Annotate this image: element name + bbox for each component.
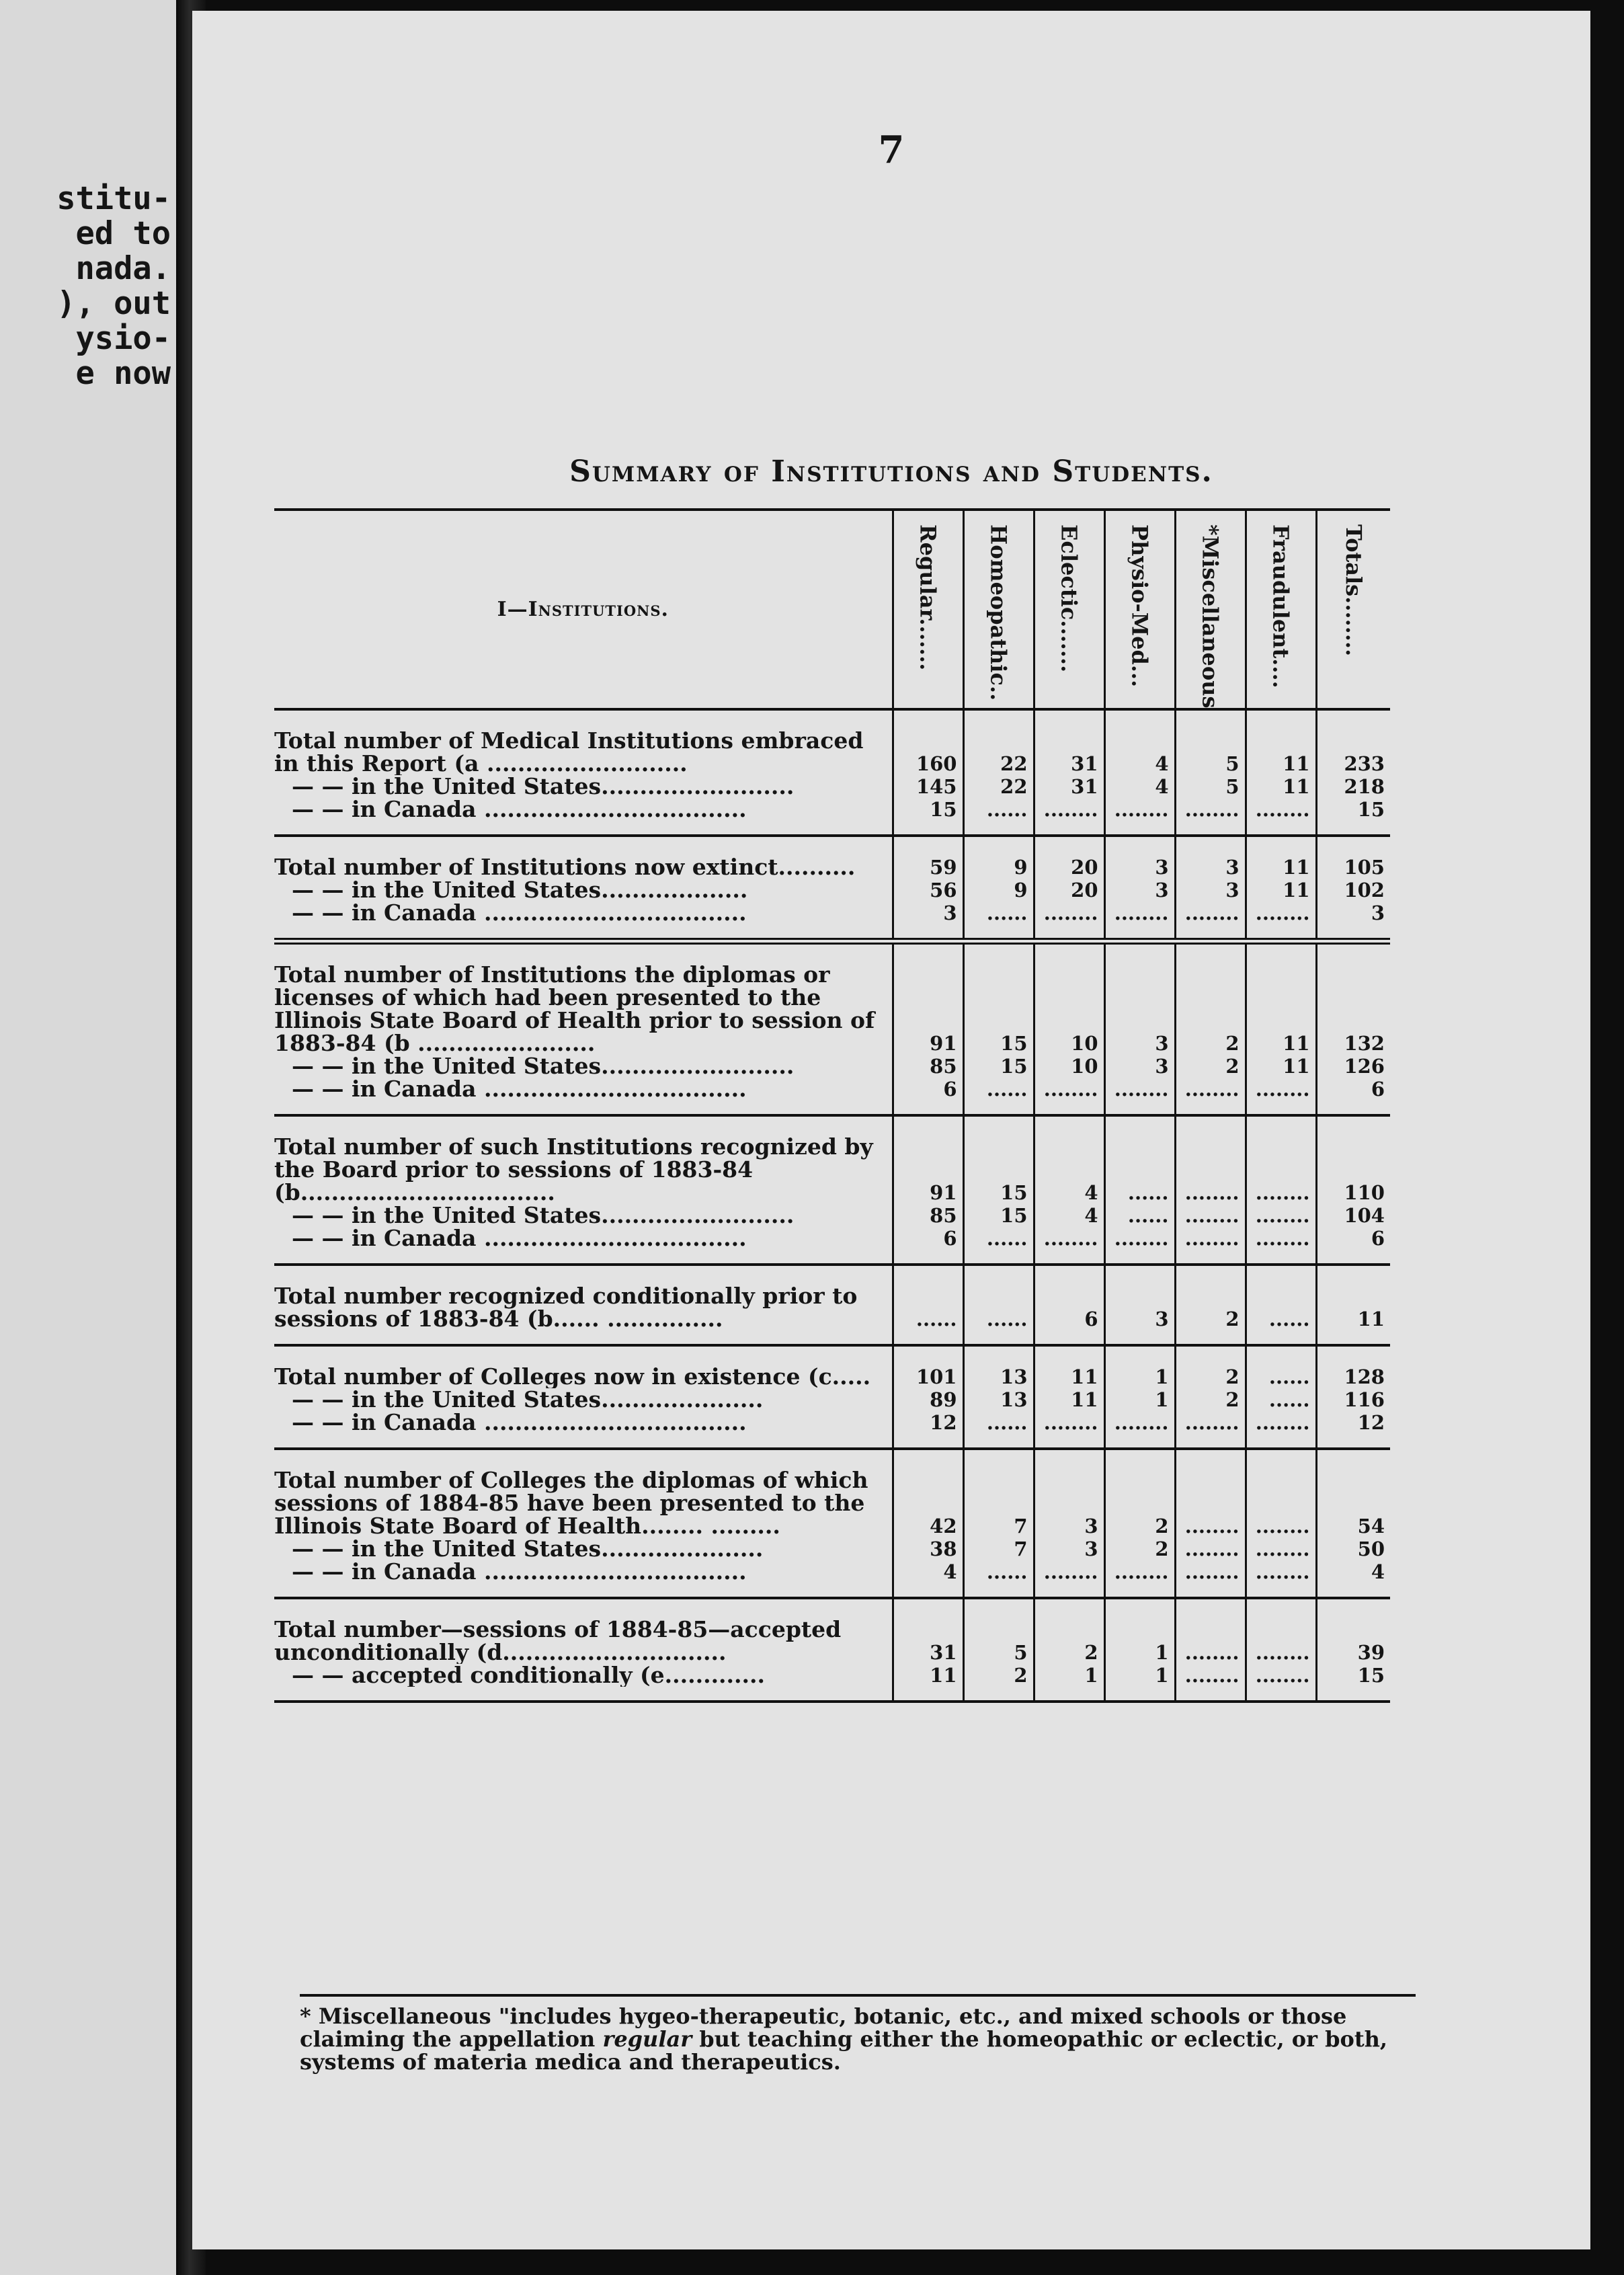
cell-miscellaneous: 5 bbox=[1175, 775, 1246, 798]
row-label: Total number of Medical Institutions embraced in this Report (a .......................... bbox=[274, 727, 864, 776]
row-sublabel: — — in Canada .................................. bbox=[292, 798, 747, 822]
cell-miscellaneous: 2 bbox=[1175, 1388, 1246, 1411]
table-row bbox=[274, 1055, 1390, 1078]
cell-fraudulent: ...... bbox=[1246, 1345, 1316, 1388]
row-label: Total number of Colleges the diplomas of which sessions of 1884-85 have been presented to the Illinois State Board of Health........ ......... bbox=[274, 1467, 868, 1538]
cell-totals: 126 bbox=[1316, 1055, 1390, 1078]
cell-eclectic: 20 bbox=[1034, 879, 1104, 902]
cell-eclectic: 6 bbox=[1034, 1265, 1104, 1330]
section-rule bbox=[274, 1330, 1390, 1345]
cell-homeopathic: 15 bbox=[963, 1055, 1034, 1078]
cell-regular: 15 bbox=[893, 798, 963, 821]
cell-physio-med: ........ bbox=[1104, 1560, 1175, 1583]
cell-homeopathic: 15 bbox=[963, 941, 1034, 1055]
footnote-emphasis: regular bbox=[602, 2026, 692, 2052]
cell-physio-med: 1 bbox=[1104, 1598, 1175, 1664]
summary-table bbox=[274, 508, 1390, 1703]
cell-miscellaneous: 2 bbox=[1175, 941, 1246, 1055]
table-row bbox=[274, 941, 1390, 1055]
facing-page-fragment bbox=[0, 0, 176, 2275]
cell-fraudulent: ........ bbox=[1246, 1227, 1316, 1250]
document-page bbox=[192, 11, 1590, 2249]
cell-miscellaneous: 3 bbox=[1175, 836, 1246, 879]
cell-physio-med: 4 bbox=[1104, 709, 1175, 775]
cell-regular: 56 bbox=[893, 879, 963, 902]
cell-totals: 6 bbox=[1316, 1078, 1390, 1101]
cell-eclectic: ........ bbox=[1034, 798, 1104, 821]
section-rule bbox=[274, 821, 1390, 836]
cell-eclectic: 11 bbox=[1034, 1345, 1104, 1388]
cell-totals: 104 bbox=[1316, 1204, 1390, 1227]
cell-regular: 145 bbox=[893, 775, 963, 798]
cell-homeopathic: ...... bbox=[963, 1265, 1034, 1330]
cell-totals: 102 bbox=[1316, 879, 1390, 902]
section-rule bbox=[274, 1583, 1390, 1598]
cell-homeopathic: 2 bbox=[963, 1664, 1034, 1687]
column-header-homeopathic: Homeopathic.. bbox=[963, 510, 1034, 709]
table-row bbox=[274, 1411, 1390, 1434]
cell-physio-med: 3 bbox=[1104, 879, 1175, 902]
cell-regular: 3 bbox=[893, 902, 963, 924]
cell-fraudulent: ........ bbox=[1246, 1560, 1316, 1583]
cell-miscellaneous: 2 bbox=[1175, 1345, 1246, 1388]
cell-regular: ...... bbox=[893, 1265, 963, 1330]
cell-totals: 218 bbox=[1316, 775, 1390, 798]
cell-totals: 50 bbox=[1316, 1538, 1390, 1560]
cell-miscellaneous: ........ bbox=[1175, 1204, 1246, 1227]
cell-regular: 101 bbox=[893, 1345, 963, 1388]
cell-fraudulent: ........ bbox=[1246, 1664, 1316, 1687]
row-label: Total number of Institutions now extinct.......... bbox=[274, 854, 856, 879]
cell-fraudulent: ........ bbox=[1246, 1411, 1316, 1434]
cell-totals: 4 bbox=[1316, 1560, 1390, 1583]
row-sublabel: — — in Canada .................................. bbox=[292, 1560, 747, 1584]
cell-fraudulent: ........ bbox=[1246, 1078, 1316, 1101]
cell-eclectic: ........ bbox=[1034, 1411, 1104, 1434]
table-row bbox=[274, 1227, 1390, 1250]
section-rule bbox=[274, 1101, 1390, 1115]
cell-homeopathic: 5 bbox=[963, 1598, 1034, 1664]
cell-homeopathic: ...... bbox=[963, 902, 1034, 924]
cell-homeopathic: ...... bbox=[963, 1411, 1034, 1434]
cell-fraudulent: ........ bbox=[1246, 1204, 1316, 1227]
cell-miscellaneous: 5 bbox=[1175, 709, 1246, 775]
cell-homeopathic: 7 bbox=[963, 1538, 1034, 1560]
column-header-regular: Regular....... bbox=[893, 510, 963, 709]
cell-physio-med: 2 bbox=[1104, 1449, 1175, 1538]
cell-regular: 160 bbox=[893, 709, 963, 775]
cell-regular: 85 bbox=[893, 1055, 963, 1078]
cell-eclectic: ........ bbox=[1034, 1560, 1104, 1583]
table-row bbox=[274, 1204, 1390, 1227]
cell-physio-med: ........ bbox=[1104, 1411, 1175, 1434]
section-rule bbox=[274, 1434, 1390, 1449]
cell-miscellaneous: ........ bbox=[1175, 798, 1246, 821]
cell-miscellaneous: ........ bbox=[1175, 1115, 1246, 1204]
cell-physio-med: ...... bbox=[1104, 1204, 1175, 1227]
cell-regular: 59 bbox=[893, 836, 963, 879]
cell-physio-med: ........ bbox=[1104, 1078, 1175, 1101]
table-row bbox=[274, 1078, 1390, 1101]
footnote-text: * Miscellaneous "includes hygeo-therapeutic, botanic, etc., and mixed schools or those claiming the appellation bbox=[300, 2003, 1347, 2052]
cell-miscellaneous: 3 bbox=[1175, 879, 1246, 902]
cell-miscellaneous: ........ bbox=[1175, 1449, 1246, 1538]
column-header-fraudulent: Fraudulent.... bbox=[1246, 510, 1316, 709]
cell-homeopathic: 7 bbox=[963, 1449, 1034, 1538]
table-row bbox=[274, 1388, 1390, 1411]
cell-physio-med: ...... bbox=[1104, 1115, 1175, 1204]
table-row bbox=[274, 879, 1390, 902]
cell-fraudulent: 11 bbox=[1246, 1055, 1316, 1078]
cell-physio-med: ........ bbox=[1104, 798, 1175, 821]
cell-miscellaneous: ........ bbox=[1175, 1664, 1246, 1687]
footnote-text-end: but teaching either the homeopathic or eclectic, or both, systems of materia medica and therapeutics. bbox=[300, 2026, 1388, 2075]
cell-eclectic: 20 bbox=[1034, 836, 1104, 879]
table-row bbox=[274, 798, 1390, 821]
table-title: Summary of Institutions and Students. bbox=[569, 454, 1213, 489]
cell-totals: 39 bbox=[1316, 1598, 1390, 1664]
cell-fraudulent: ........ bbox=[1246, 1538, 1316, 1560]
cell-homeopathic: 9 bbox=[963, 879, 1034, 902]
cell-miscellaneous: ........ bbox=[1175, 1411, 1246, 1434]
cell-fraudulent: ........ bbox=[1246, 1115, 1316, 1204]
column-header-physio-med: Physio-Med... bbox=[1104, 510, 1175, 709]
cell-physio-med: ........ bbox=[1104, 1227, 1175, 1250]
cell-eclectic: 31 bbox=[1034, 709, 1104, 775]
cell-regular: 42 bbox=[893, 1449, 963, 1538]
cell-regular: 91 bbox=[893, 941, 963, 1055]
cell-regular: 31 bbox=[893, 1598, 963, 1664]
row-sublabel: — — in Canada .................................. bbox=[292, 1411, 747, 1435]
table-row bbox=[274, 1598, 1390, 1664]
row-sublabel: — — accepted conditionally (e............. bbox=[292, 1664, 765, 1687]
cell-regular: 11 bbox=[893, 1664, 963, 1687]
cell-eclectic: 3 bbox=[1034, 1538, 1104, 1560]
table-row bbox=[274, 709, 1390, 775]
cell-physio-med: 3 bbox=[1104, 1055, 1175, 1078]
cell-totals: 15 bbox=[1316, 1664, 1390, 1687]
cell-totals: 128 bbox=[1316, 1345, 1390, 1388]
table-row bbox=[274, 902, 1390, 924]
row-sublabel: — — in the United States..................... bbox=[292, 1538, 764, 1561]
cell-regular: 89 bbox=[893, 1388, 963, 1411]
row-sublabel: — — in the United States......................... bbox=[292, 1204, 795, 1228]
cell-totals: 132 bbox=[1316, 941, 1390, 1055]
cell-eclectic: 11 bbox=[1034, 1388, 1104, 1411]
cell-fraudulent: ........ bbox=[1246, 1598, 1316, 1664]
cell-eclectic: ........ bbox=[1034, 1078, 1104, 1101]
row-label: Total number of such Institutions recognized by the Board prior to sessions of 1883-84 (b................................. bbox=[274, 1133, 873, 1205]
table-row bbox=[274, 1345, 1390, 1388]
cell-homeopathic: 15 bbox=[963, 1204, 1034, 1227]
cell-regular: 91 bbox=[893, 1115, 963, 1204]
table-header-row bbox=[274, 510, 1390, 709]
table-row bbox=[274, 1265, 1390, 1330]
cell-eclectic: 2 bbox=[1034, 1598, 1104, 1664]
cell-homeopathic: 13 bbox=[963, 1345, 1034, 1388]
cell-miscellaneous: ........ bbox=[1175, 1598, 1246, 1664]
cell-homeopathic: ...... bbox=[963, 798, 1034, 821]
cell-miscellaneous: ........ bbox=[1175, 1227, 1246, 1250]
cell-homeopathic: ...... bbox=[963, 1227, 1034, 1250]
cell-eclectic: 4 bbox=[1034, 1115, 1104, 1204]
cell-homeopathic: ...... bbox=[963, 1078, 1034, 1101]
row-label: Total number of Institutions the diplomas or licenses of which had been presented to the Illinois State Board of Health prior to session of 1883-84 (b ....................... bbox=[274, 961, 875, 1055]
cell-physio-med: 4 bbox=[1104, 775, 1175, 798]
row-label: Total number—sessions of 1884-85—accepted unconditionally (d............................. bbox=[274, 1616, 842, 1665]
cell-totals: 233 bbox=[1316, 709, 1390, 775]
cell-physio-med: 3 bbox=[1104, 941, 1175, 1055]
cell-physio-med: 1 bbox=[1104, 1664, 1175, 1687]
cell-regular: 4 bbox=[893, 1560, 963, 1583]
facing-page-text: stitu- ed to nada. ), out ysio- e now bbox=[56, 180, 171, 392]
cell-miscellaneous: 2 bbox=[1175, 1055, 1246, 1078]
cell-homeopathic: 13 bbox=[963, 1388, 1034, 1411]
cell-totals: 12 bbox=[1316, 1411, 1390, 1434]
cell-regular: 6 bbox=[893, 1078, 963, 1101]
table-row bbox=[274, 775, 1390, 798]
row-sublabel: — — in the United States................... bbox=[292, 879, 748, 902]
cell-physio-med: ........ bbox=[1104, 902, 1175, 924]
section-rule bbox=[274, 1687, 1390, 1702]
section-rule bbox=[274, 1250, 1390, 1265]
cell-eclectic: 3 bbox=[1034, 1449, 1104, 1538]
section-label: I—Institutions. bbox=[274, 510, 893, 709]
cell-fraudulent: 11 bbox=[1246, 836, 1316, 879]
table-row bbox=[274, 1449, 1390, 1538]
cell-fraudulent: ...... bbox=[1246, 1265, 1316, 1330]
row-sublabel: — — in Canada .................................. bbox=[292, 1078, 747, 1101]
table-row bbox=[274, 1538, 1390, 1560]
table-row bbox=[274, 1115, 1390, 1204]
row-sublabel: — — in Canada .................................. bbox=[292, 1227, 747, 1250]
cell-homeopathic: 9 bbox=[963, 836, 1034, 879]
cell-homeopathic: 22 bbox=[963, 709, 1034, 775]
cell-miscellaneous: ........ bbox=[1175, 902, 1246, 924]
cell-homeopathic: ...... bbox=[963, 1560, 1034, 1583]
cell-regular: 6 bbox=[893, 1227, 963, 1250]
column-header-totals: Totals........ bbox=[1316, 510, 1390, 709]
cell-fraudulent: ...... bbox=[1246, 1388, 1316, 1411]
row-sublabel: — — in the United States......................... bbox=[292, 775, 795, 799]
cell-homeopathic: 15 bbox=[963, 1115, 1034, 1204]
cell-eclectic: ........ bbox=[1034, 1227, 1104, 1250]
cell-fraudulent: 11 bbox=[1246, 709, 1316, 775]
table-row bbox=[274, 1560, 1390, 1583]
cell-totals: 6 bbox=[1316, 1227, 1390, 1250]
row-sublabel: — — in Canada .................................. bbox=[292, 902, 747, 925]
cell-eclectic: 10 bbox=[1034, 941, 1104, 1055]
cell-physio-med: 3 bbox=[1104, 1265, 1175, 1330]
column-header-miscellaneous: *Miscellaneous bbox=[1175, 510, 1246, 709]
table-row bbox=[274, 1664, 1390, 1687]
cell-regular: 85 bbox=[893, 1204, 963, 1227]
cell-eclectic: 1 bbox=[1034, 1664, 1104, 1687]
cell-fraudulent: 11 bbox=[1246, 775, 1316, 798]
cell-totals: 54 bbox=[1316, 1449, 1390, 1538]
cell-totals: 105 bbox=[1316, 836, 1390, 879]
cell-totals: 3 bbox=[1316, 902, 1390, 924]
cell-physio-med: 3 bbox=[1104, 836, 1175, 879]
page-number: 7 bbox=[878, 128, 905, 172]
row-label: Total number recognized conditionally prior to sessions of 1883-84 (b...... ............... bbox=[274, 1283, 858, 1331]
footnote bbox=[300, 1994, 1416, 2073]
row-label: Total number of Colleges now in existence (c..... bbox=[274, 1363, 871, 1389]
row-sublabel: — — in the United States......................... bbox=[292, 1055, 795, 1078]
table-body bbox=[274, 709, 1390, 1702]
cell-eclectic: 4 bbox=[1034, 1204, 1104, 1227]
cell-eclectic: 31 bbox=[1034, 775, 1104, 798]
cell-miscellaneous: ........ bbox=[1175, 1560, 1246, 1583]
cell-regular: 12 bbox=[893, 1411, 963, 1434]
cell-eclectic: 10 bbox=[1034, 1055, 1104, 1078]
cell-fraudulent: 11 bbox=[1246, 941, 1316, 1055]
table-row bbox=[274, 836, 1390, 879]
cell-miscellaneous: ........ bbox=[1175, 1538, 1246, 1560]
cell-miscellaneous: 2 bbox=[1175, 1265, 1246, 1330]
cell-totals: 110 bbox=[1316, 1115, 1390, 1204]
double-rule bbox=[274, 924, 1390, 941]
column-header-eclectic: Eclectic....... bbox=[1034, 510, 1104, 709]
cell-totals: 15 bbox=[1316, 798, 1390, 821]
cell-totals: 11 bbox=[1316, 1265, 1390, 1330]
cell-physio-med: 2 bbox=[1104, 1538, 1175, 1560]
cell-fraudulent: ........ bbox=[1246, 798, 1316, 821]
cell-homeopathic: 22 bbox=[963, 775, 1034, 798]
cell-fraudulent: ........ bbox=[1246, 1449, 1316, 1538]
cell-miscellaneous: ........ bbox=[1175, 1078, 1246, 1101]
cell-totals: 116 bbox=[1316, 1388, 1390, 1411]
row-sublabel: — — in the United States..................... bbox=[292, 1388, 764, 1412]
cell-physio-med: 1 bbox=[1104, 1345, 1175, 1388]
cell-fraudulent: ........ bbox=[1246, 902, 1316, 924]
cell-regular: 38 bbox=[893, 1538, 963, 1560]
cell-fraudulent: 11 bbox=[1246, 879, 1316, 902]
cell-eclectic: ........ bbox=[1034, 902, 1104, 924]
cell-physio-med: 1 bbox=[1104, 1388, 1175, 1411]
